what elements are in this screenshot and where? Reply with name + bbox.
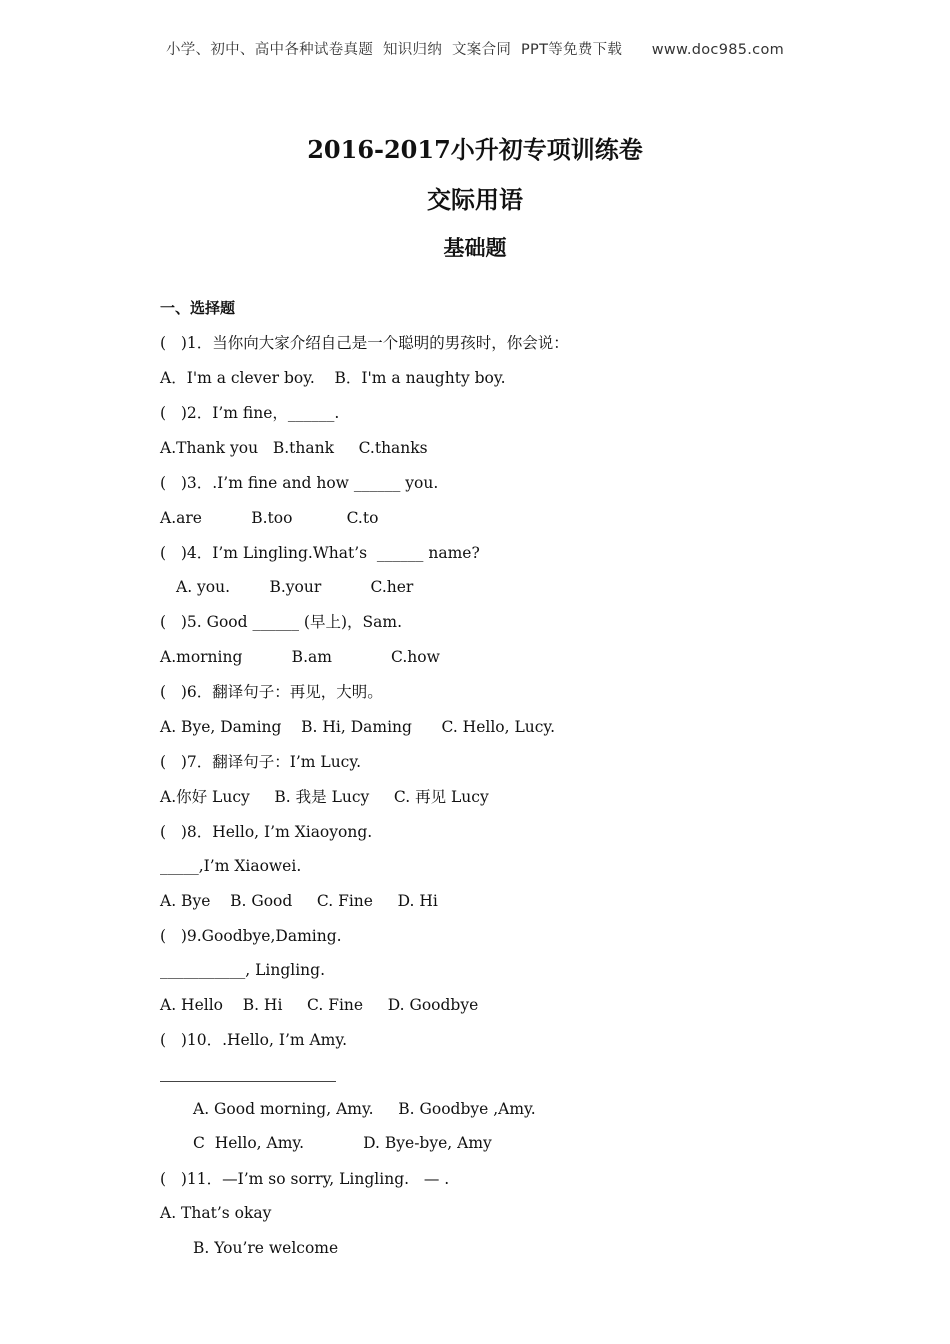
- question-4: ( )4．I’m Lingling.What’s ______ name?: [160, 544, 480, 562]
- page-subtitle: 交际用语: [427, 185, 523, 214]
- section-heading: 一、选择题: [160, 299, 236, 317]
- options-10-row-1: A. Good morning, Amy. B. Goodbye ,Amy.: [193, 1100, 536, 1118]
- question-6: ( )6．翻译句子：再见，大明。: [160, 683, 383, 701]
- question-9: ( )9.Goodbye,Daming.: [160, 927, 342, 945]
- options-7: A.你好 Lucy B. 我是 Lucy C. 再见 Lucy: [160, 788, 489, 806]
- answer-blank-line: [160, 1081, 336, 1082]
- options-9: A. Hello B. Hi C. Fine D. Goodbye: [160, 996, 479, 1014]
- options-4: A. you. B.your C.her: [176, 578, 414, 596]
- question-3: ( )3．.I’m fine and how ______ you.: [160, 474, 439, 492]
- question-10: ( )10．.Hello, I’m Amy.: [160, 1031, 348, 1049]
- options-5: A.morning B.am C.how: [160, 648, 440, 666]
- question-11: ( )11．—I’m so sorry, Lingling. — .: [160, 1170, 450, 1188]
- question-7: ( )7．翻译句子：I’m Lucy.: [160, 753, 361, 771]
- question-1: ( )1．当你向大家介绍自己是一个聪明的男孩时，你会说：: [160, 334, 569, 352]
- option-11-b: B. You’re welcome: [193, 1239, 339, 1257]
- page-title: 2016-2017小升初专项训练卷: [307, 135, 643, 164]
- options-6: A. Bye, Daming B. Hi, Daming C. Hello, Lucy.: [160, 718, 556, 736]
- options-2: A.Thank you B.thank C.thanks: [160, 439, 428, 457]
- option-11-a: A. That’s okay: [160, 1204, 272, 1222]
- reply-9: ___________, Lingling.: [160, 961, 326, 979]
- difficulty-level: 基础题: [443, 235, 507, 260]
- options-1: A．I'm a clever boy. B．I'm a naughty boy.: [160, 369, 506, 387]
- options-8: A. Bye B. Good C. Fine D. Hi: [160, 892, 438, 910]
- question-5: ( )5. Good ______ (早上)，Sam.: [160, 613, 402, 631]
- page-header: 小学、初中、高中各种试卷真题 知识归纳 文案合同 PPT等免费下载 www.doc985.com: [165, 42, 785, 58]
- reply-8: _____,I’m Xiaowei.: [160, 857, 302, 875]
- options-10-row-2: C Hello, Amy. D. Bye-bye, Amy: [193, 1134, 492, 1152]
- question-8: ( )8．Hello, I’m Xiaoyong.: [160, 823, 373, 841]
- question-2: ( )2．I’m fine，______.: [160, 404, 340, 422]
- options-3: A.are B.too C.to: [160, 509, 379, 527]
